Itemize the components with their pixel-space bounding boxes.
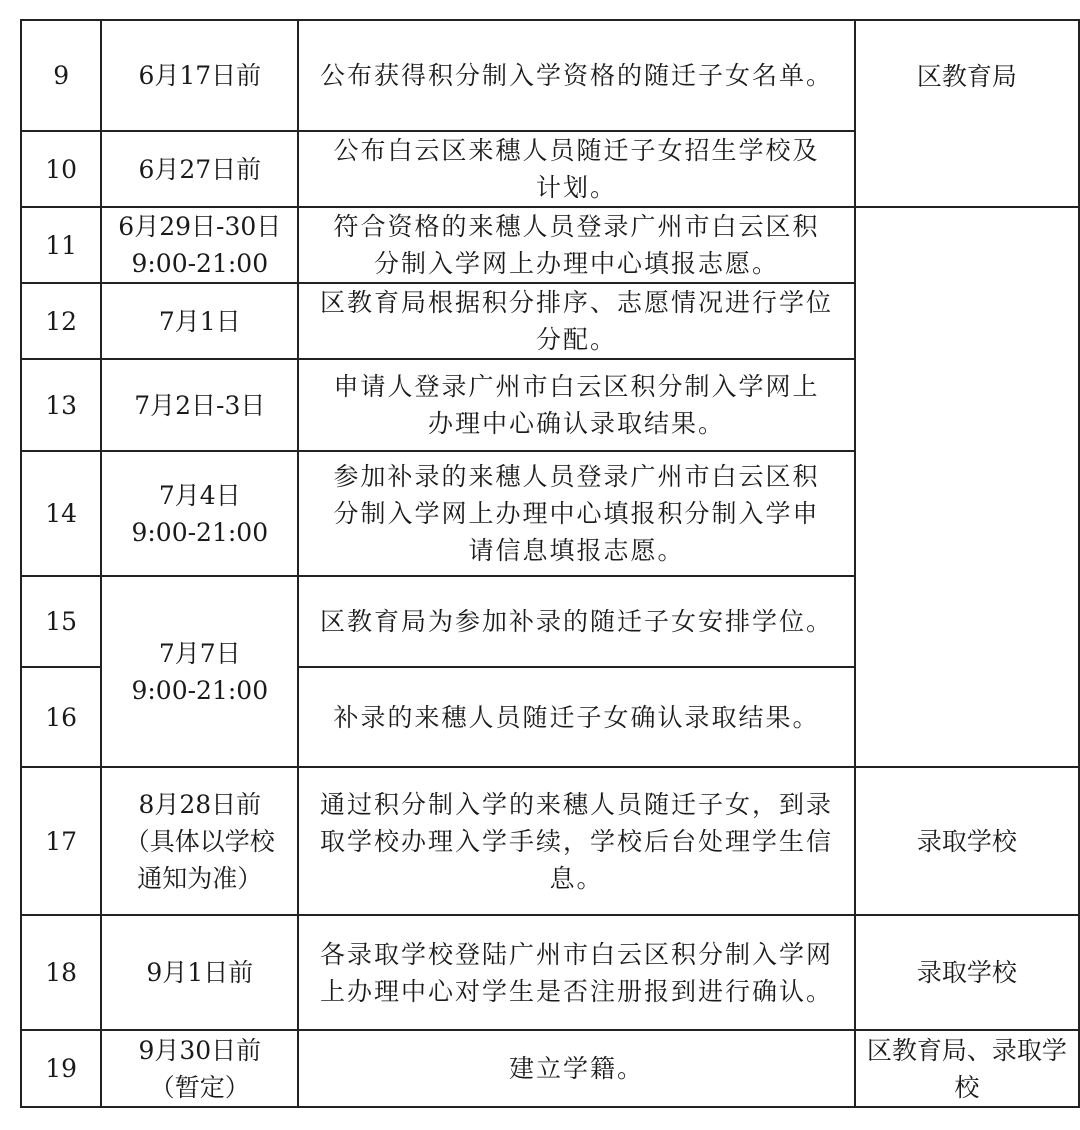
time-cell: 6月29日-30日 9:00-21:00 (101, 207, 298, 283)
item-cell: 公布白云区来穗人员随迁子女招生学校及计划。 (298, 131, 854, 207)
item-cell: 补录的来穗人员随迁子女确认录取结果。 (298, 667, 854, 767)
row-number: 18 (21, 915, 101, 1030)
row-number: 9 (21, 20, 101, 131)
item-cell: 公布获得积分制入学资格的随迁子女名单。 (298, 20, 854, 131)
time-cell: 9月1日前 (101, 915, 298, 1030)
table-row (21, 20, 1079, 131)
time-cell: 7月7日 9:00-21:00 (101, 576, 298, 767)
item-cell: 申请人登录广州市白云区积分制入学网上办理中心确认录取结果。 (298, 359, 854, 451)
org-cell: 录取学校 (855, 767, 1079, 915)
row-number: 12 (21, 283, 101, 359)
time-cell: 6月17日前 (101, 20, 298, 131)
time-cell: 7月1日 (101, 283, 298, 359)
time-cell: 6月27日前 (101, 131, 298, 207)
time-cell: 7月2日-3日 (101, 359, 298, 451)
item-cell: 通过积分制入学的来穗人员随迁子女，到录取学校办理入学手续，学校后台处理学生信息。 (298, 767, 854, 915)
row-number: 13 (21, 359, 101, 451)
org-cell: 区教育局、录取学校 (855, 1030, 1079, 1107)
table-row (21, 915, 1079, 1030)
item-cell: 建立学籍。 (298, 1030, 854, 1107)
row-number: 15 (21, 576, 101, 667)
table-row (21, 207, 1079, 283)
row-number: 19 (21, 1030, 101, 1107)
row-number: 11 (21, 207, 101, 283)
table-row (21, 767, 1079, 915)
org-cell (855, 207, 1079, 767)
org-cell: 录取学校 (855, 915, 1079, 1030)
table-row (21, 1030, 1079, 1107)
item-cell: 参加补录的来穗人员登录广州市白云区积分制入学网上办理中心填报积分制入学申请信息填报志愿。 (298, 451, 854, 576)
row-number: 17 (21, 767, 101, 915)
org-cell: 区教育局 (855, 20, 1079, 207)
schedule-table (20, 19, 1080, 1108)
time-cell: 9月30日前（暂定） (101, 1030, 298, 1107)
item-cell: 各录取学校登陆广州市白云区积分制入学网上办理中心对学生是否注册报到进行确认。 (298, 915, 854, 1030)
row-number: 10 (21, 131, 101, 207)
row-number: 14 (21, 451, 101, 576)
time-cell: 7月4日 9:00-21:00 (101, 451, 298, 576)
item-cell: 符合资格的来穗人员登录广州市白云区积分制入学网上办理中心填报志愿。 (298, 207, 854, 283)
item-cell: 区教育局根据积分排序、志愿情况进行学位分配。 (298, 283, 854, 359)
time-cell: 8月28日前（具体以学校通知为准） (101, 767, 298, 915)
row-number: 16 (21, 667, 101, 767)
item-cell: 区教育局为参加补录的随迁子女安排学位。 (298, 576, 854, 667)
